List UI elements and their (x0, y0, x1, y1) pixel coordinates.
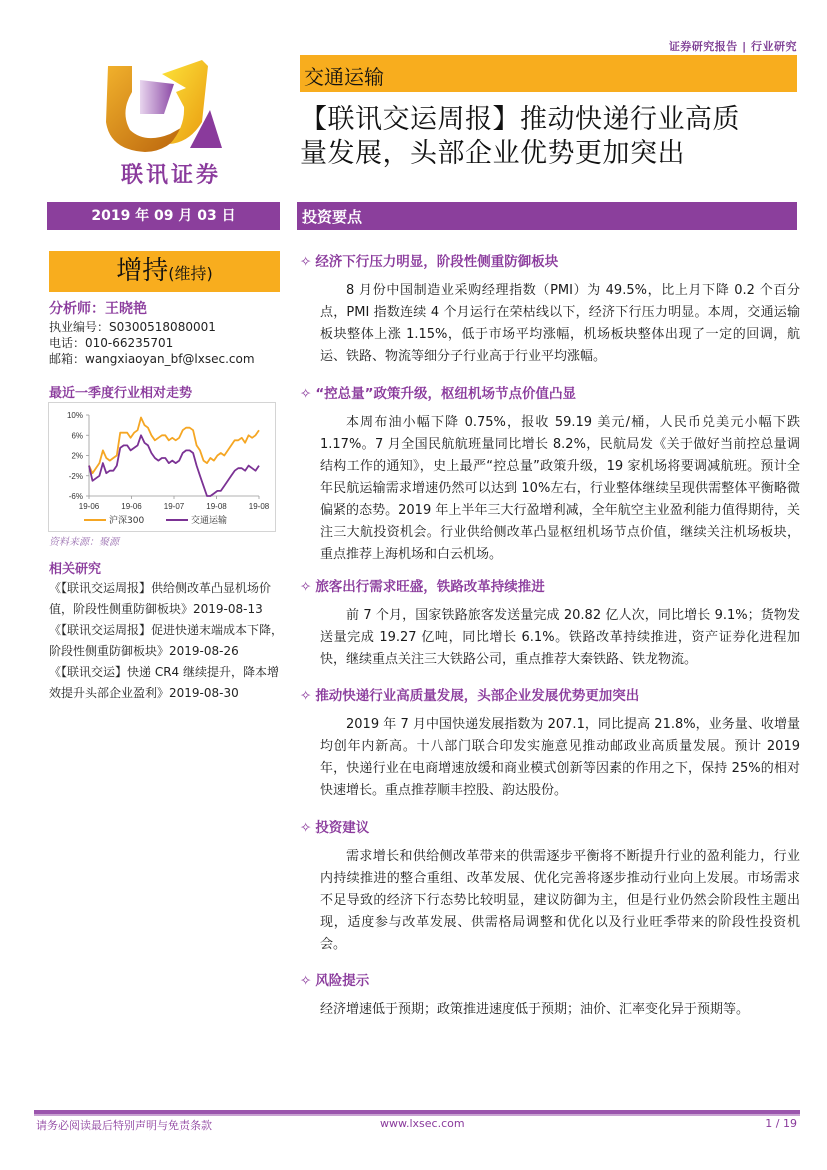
footer-website[interactable]: www.lxsec.com (380, 1117, 465, 1130)
section-heading: 风险提示 (315, 973, 370, 989)
sector-bar (300, 55, 797, 92)
y-tick-label: -2% (68, 471, 83, 481)
report-date: 2019 年 09 月 03 日 (47, 202, 280, 230)
diamond-bullet-icon: ✧ (300, 973, 312, 989)
section-body: 8 月份中国制造业采购经理指数（PMI）为 49.5%，比上月下降 0.2 个百分点，PMI 指数连续 4 个月运行在荣枯线以下，经济下行压力明显。本周，交通运输板块整体上涨 1.15%，低于市场平均涨幅，机场板块整体出现了一定的回调，航运、铁路、物流等细分子行业高于行业平均涨幅。 (320, 283, 800, 364)
analyst-info (49, 301, 255, 367)
section-heading: 推动快递行业高质量发展，头部企业发展优势更加突出 (315, 688, 640, 704)
rating-box (49, 251, 280, 292)
series-line (89, 418, 259, 474)
chart-source: 资料来源：聚源 (49, 537, 119, 548)
diamond-bullet-icon: ✧ (300, 579, 312, 595)
related-research-item[interactable]: 《【联讯交运周报】促进快递末端成本下降，阶段性侧重防御板块》2019-08-26 (49, 623, 284, 658)
rating-value: 增持 (116, 256, 169, 286)
section-investment-advice (300, 818, 800, 956)
company-logo-text: 联讯证券 (120, 162, 221, 188)
section-body: 需求增长和供给侧改革带来的供需逐步平衡将不断提升行业的盈利能力，行业内持续推进的整合重组、改革发展、优化完善将逐步推动行业向上发展。市场需求不足导致的经济下行态势比较明显，建议防御为主，但是行业仍然会阶段性主题出现，适度参与改革发展、供需格局调整和优化以及行业旺季带来的阶段性投资机会。 (320, 849, 800, 952)
report-type-tag: 证券研究报告 | 行业研究 (668, 40, 797, 53)
section-body: 2019 年 7 月中国快递发展指数为 207.1，同比提高 21.8%，业务量、收增量均创年内新高。十八部门联合印发实施意见推动邮政业高质量发展。预计 2019 年，快递行业在电商增速放缓和商业模式创新等因素的作用之下，保持 25%的相对快速增长。重点推荐顺丰控股、韵达股份。 (320, 717, 800, 798)
section-railway (300, 577, 800, 671)
analyst-email[interactable]: 邮箱：wangxiaoyan_bf@lxsec.com (49, 352, 255, 366)
footer-divider-light (34, 1114, 800, 1116)
section-economy (300, 252, 800, 368)
y-tick-label: -6% (68, 492, 83, 501)
section-aviation (300, 384, 800, 566)
investment-points-header (297, 202, 797, 230)
sector-label: 交通运输 (304, 65, 384, 89)
section-body: 本周布油小幅下降 0.75%，报收 59.19 美元/桶，人民币兑美元小幅下跌 1.17%。7 月全国民航航班量同比增长 8.2%，民航局发《关于做好当前控总量调结构工作的通知》，史上最严“控总量”政策升级，19 家机场将要调减航班。预计全年民航运输需求增速仍然可以达到 10%左右，行业整体继续呈现供需整体平衡略微偏紧的态势。2019 年上半年三大行盈增利减，全年航空主业盈利能力值得期待，关注三大航投资机会。行业供给侧改革凸显枢纽机场节点价值，继续关注机场板块，重点推荐上海机场和白云机场。 (320, 415, 800, 562)
analyst-phone: 电话：010-66235701 (49, 336, 174, 350)
legend-label: 交通运输 (191, 516, 228, 526)
legend-label: 沪深300 (109, 516, 145, 526)
page-number: 1 / 19 (765, 1117, 797, 1130)
title-line-1: 【联讯交运周报】推动快递行业高质 (300, 104, 740, 135)
x-tick-label: 19-06 (121, 502, 142, 511)
section-body: 经济增速低于预期；政策推进速度低于预期；油价、汇率变化异于预期等。 (320, 1002, 750, 1017)
x-tick-label: 19-08 (206, 502, 227, 511)
section-heading: 投资建议 (315, 820, 370, 836)
analyst-name: 分析师：王晓艳 (49, 301, 147, 317)
x-tick-label: 19-08 (248, 502, 270, 511)
diamond-bullet-icon: ✧ (300, 688, 312, 704)
diamond-bullet-icon: ✧ (300, 820, 312, 836)
investment-points-label: 投资要点 (302, 208, 363, 226)
rating-status: (维持) (168, 264, 213, 283)
y-tick-label: 6% (71, 431, 83, 441)
section-heading: 经济下行压力明显，阶段性侧重防御板块 (315, 254, 559, 270)
related-research-item[interactable]: 《【联讯交运】快递 CR4 继续提升，降本增效提升头部企业盈利》2019-08-30 (49, 665, 279, 700)
diamond-bullet-icon: ✧ (300, 254, 312, 270)
report-title (300, 103, 805, 171)
chart-title: 最近一季度行业相对走势 (49, 386, 193, 401)
diamond-bullet-icon: ✧ (300, 386, 312, 402)
related-research-title: 相关研究 (49, 562, 102, 577)
related-research-item[interactable]: 《【联讯交运周报】供给侧改革凸显机场价值，阶段性侧重防御板块》2019-08-13 (49, 581, 272, 616)
title-line-2: 量发展，头部企业优势更加突出 (300, 138, 685, 169)
relative-trend-chart (48, 402, 276, 532)
line-chart (49, 403, 277, 533)
y-tick-label: 10% (66, 411, 83, 420)
y-tick-label: 2% (71, 451, 83, 461)
section-heading: “控总量”政策升级，枢纽机场节点价值凸显 (315, 386, 577, 402)
footer-disclaimer[interactable]: 请务必阅读最后特别声明与免责条款 (36, 1119, 212, 1132)
section-body: 前 7 个月，国家铁路旅客发送量完成 20.82 亿人次，同比增长 9.1%；货物发送量完成 19.27 亿吨，同比增长 6.1%。铁路改革持续推进，资产证券化进程加快，继续重点关注三大铁路公司，重点推荐大秦铁路、铁龙物流。 (320, 608, 800, 667)
x-tick-label: 19-07 (163, 502, 185, 511)
analyst-license: 执业编号：S0300518080001 (49, 320, 216, 334)
section-risk (300, 971, 800, 1021)
related-research-list (49, 578, 284, 704)
section-express (300, 686, 800, 802)
x-tick-label: 19-06 (78, 502, 100, 511)
section-heading: 旅客出行需求旺盛，铁路改革持续推进 (315, 579, 545, 595)
series-line (89, 435, 259, 496)
